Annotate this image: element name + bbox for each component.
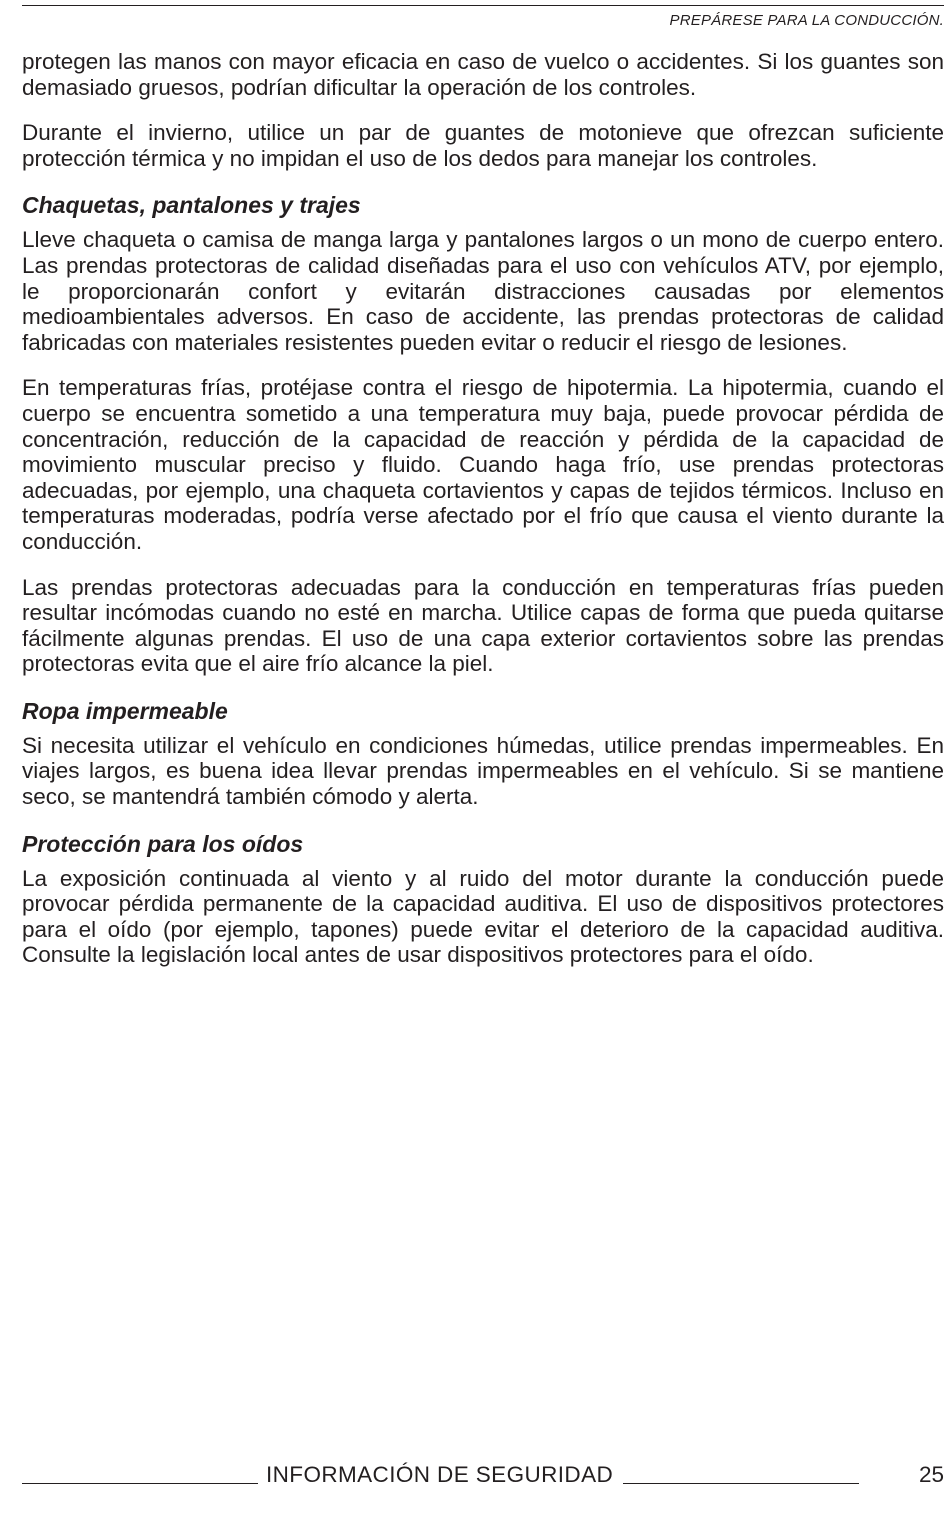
page-footer (22, 1460, 944, 1490)
footer-rule-right (623, 1483, 859, 1484)
paragraph-layers: Las prendas protectoras adecuadas para la conducción en temperaturas frías pueden resultar incómodas cuando no esté en marcha. Utilice capas de forma que pueda quitarse fácilmente algunas prendas. El uso de una capa exterior cortavientos sobre las prendas protectoras evita que el aire frío alcance la piel. (22, 574, 944, 677)
paragraph-hypothermia: En temperaturas frías, protéjase contra el riesgo de hipotermia. La hipotermia, cuando el cuerpo se encuentra sometido a una temperatura muy baja, puede provocar pérdida de concentración, reducción de la capacidad de reacción y pérdida de la capacidad de movimiento muscular preciso y fluido. Cuando haga frío, use prendas protectoras adecuadas, por ejemplo, una chaqueta cortavientos y capas de tejidos térmicos. Incluso en temperaturas moderadas, podría verse afectado por el frío que causa el viento durante la conducción. (22, 375, 944, 554)
running-header: PREPÁRESE PARA LA CONDUCCIÓN. (669, 12, 944, 29)
paragraph-rain-gear: Si necesita utilizar el vehículo en condiciones húmedas, utilice prendas impermeables. En viajes largos, es buena idea llevar prendas impermeables en el vehículo. Si se mantiene seco, se mantendrá también cómodo y alerta. (22, 732, 944, 810)
paragraph-gloves-thickness: protegen las manos con mayor eficacia en caso de vuelco o accidentes. Si los guantes son demasiado gruesos, podrían dificultar la operación de los controles. (22, 49, 944, 100)
paragraph-protective-clothing: Lleve chaqueta o camisa de manga larga y pantalones largos o un mono de cuerpo entero. Las prendas protectoras de calidad diseñadas para el uso con vehículos ATV, por ejemplo, le proporcionarán confort y evitarán distracciones causadas por elementos medioambientales adversos. En caso de accidente, las prendas protectoras de calidad fabricadas con materiales resistentes pueden evitar o reducir el riesgo de lesiones. (22, 227, 944, 355)
footer-rule-left (22, 1483, 258, 1484)
paragraph-ear-protection: La exposición continuada al viento y al ruido del motor durante la conducción puede provocar pérdida permanente de la capacidad auditiva. El uso de dispositivos protectores para el oído (por ejemplo, tapones) puede evitar el deterioro de la capacidad auditiva. Consulte la legislación local antes de usar dispositivos protectores para el oído. (22, 865, 944, 968)
footer-section-title: INFORMACIÓN DE SEGURIDAD (266, 1462, 614, 1487)
page-body (22, 49, 944, 988)
page-number: 25 (918, 1462, 944, 1487)
heading-jackets-pants-suits: Chaquetas, pantalones y trajes (22, 192, 361, 219)
heading-rain-gear: Ropa impermeable (22, 697, 228, 724)
heading-ear-protection: Protección para los oídos (22, 830, 304, 857)
paragraph-winter-gloves: Durante el invierno, utilice un par de guantes de motonieve que ofrezcan suficiente protección térmica y no impidan el uso de los dedos para manejar los controles. (22, 120, 944, 171)
header-rule (22, 5, 944, 6)
